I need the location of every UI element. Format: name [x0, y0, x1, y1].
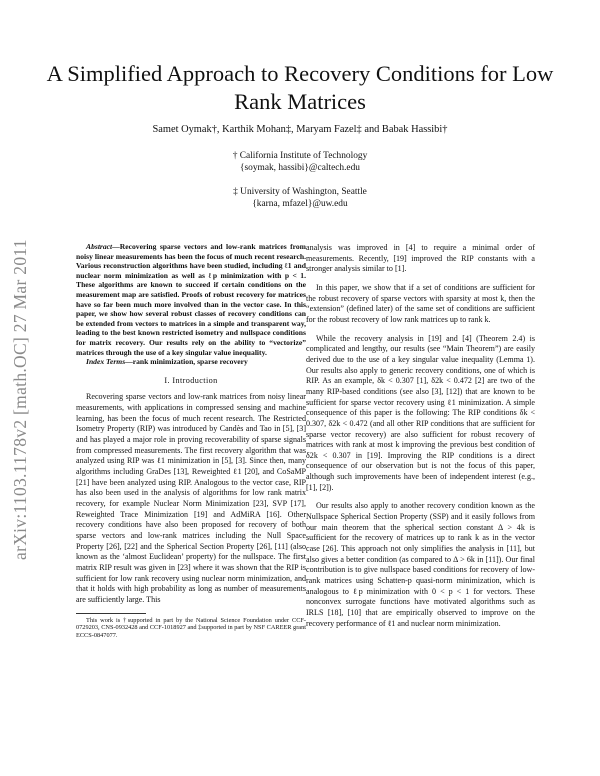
intro-paragraph: Recovering sparse vectors and low-rank matrices from noisy linear measurements, with applications in compressed sensing and machine learning, has been the focus of much recent research. The Restricted Isometry Property (RIP) was introduced by Candès and Tao in [5], [3] and has played a major role in proving recoverability of sparse signals from compressed measurements. The first recovery algorithm that was analyzed using RIP was ℓ1 minimization in [5], [3]. Since then, many algorithms including GraDes [13], Reweighted ℓ1 [20], and CoSaMP [21] have been analyzed using RIP. Analogous to the vector case, RIP has also been used in the analysis of algorithms for low rank matrix recovery, for example Nuclear Norm Minimization [23], SVP [17], Reweighted Trace Minimization [19] and AdMiRA [16]. Other recovery conditions have also been proposed for recovery of both sparse vectors and low-rank matrices including the Null Space Property [26], [22] and the Spherical Section Property [26], [11] (also known as the ‘almost Euclidean’ property) for the nullspace. The first matrix RIP result was given in [23] where it was shown that the RIP is sufficient for low rank recovery using nuclear norm minimization, and that it holds with high probability as long as number of measurements are sufficiently large. This: [76, 392, 306, 604]
abstract-text: —Recovering sparse vectors and low-rank matrices from noisy linear measurements has been the focus of much recent research. Various reconstruction algorithms have been studied, including ℓ1 and nuclear norm minimization as well as ℓp minimization with p < 1. These algorithms are known to succeed if certain conditions on the measurement map are satisfied. Proofs of robust recovery for matrices have so far been much more involved than in the vector case. In this paper, we show how several robust classes of recovery conditions can be extended from vectors to matrices in a simple and transparent way, leading to the best known restricted isometry and nullspace conditions for matrix recovery. Our results rely on the ability to “vectorize” matrices through the use of a key singular value inequality.: [76, 242, 306, 357]
affiliation-name: † California Institute of Technology: [232, 151, 368, 161]
footnote-rule: [76, 613, 146, 614]
author-list: Samet Oymak†, Karthik Mohan‡, Maryam Fazel‡ and Babak Hassibi†: [152, 124, 448, 135]
section-heading: I. Introduction: [164, 375, 218, 385]
index-terms: [76, 357, 306, 367]
body-paragraph: In this paper, we show that if a set of conditions are sufficient for the robust recovery of sparse vectors with sparsity at most k, then the “extension” (defined later) of the same set of conditions are sufficient for the robust recovery of low rank matrices up to rank k.: [306, 282, 535, 324]
arxiv-stamp: [10, 180, 32, 560]
abstract-lead: Abstract: [86, 242, 113, 251]
affiliation-uw: [40, 186, 560, 210]
left-column: [76, 242, 306, 640]
affiliation-name: ‡ University of Washington, Seattle: [233, 187, 367, 197]
footnote: This work is †supported in part by the National Science Foundation under CCF-0729203, CNS-0932428 and CCF-1018927 and ‡supported in part by NSF CAREER grant ECCS-0847077.: [76, 616, 306, 639]
body-paragraph: Our results also apply to another recovery condition known as the Nullspace Spherical Section Property (SSP) and it easily follows from our main theorem that the spherical section constant Δ > 4k is sufficient for the recovery of matrices up to rank k as in the vector case [26]. This approach not only simplifies the analysis in [11], but also gives a better condition (as compared to Δ > 6k in [11]). Our final contribution is to give nullspace based conditions for recovery of low-rank matrices using Schatten-p quasi-norm minimization, which is analogous to ℓp minimization with 0 < p < 1 for vectors. These nonconvex surrogate functions have motivated algorithms such as IRLS [18], [10] that are empirically observed to improve on the recovery performance of ℓ1 and nuclear norm minimization.: [306, 501, 535, 628]
index-terms-text: —rank minimization, sparse recovery: [125, 357, 248, 367]
affiliation-emails: {soymak, hassibi}@caltech.edu: [240, 163, 360, 173]
affiliation-caltech: [40, 150, 560, 174]
body-paragraph: analysis was improved in [4] to require a minimal order of measurements. Recently, [19] improved the RIP constants with a stronger analysis similar to [1].: [306, 243, 535, 274]
body-paragraph: While the recovery analysis in [19] and [4] (Theorem 2.4) is complicated and lengthy, our results (see “Main Theorem”) are easily derived due to the use of a key singular value inequality (Lemma 1). Our results also apply to generic recovery conditions, one of which is RIP. As an example, δk < 0.307 [1], δ2k < 0.472 [2] are two of the many RIP-based conditions (see also [3], [12]) that are known to be sufficient for sparse vector recovery using ℓ1 minimization. A simple consequence of this paper is the following: The RIP conditions δk < 0.307, δ2k < 0.472 (and all other RIP conditions that are sufficient for sparse vector recovery) are also sufficient for robust recovery of matrices with rank at most k improving the previous best condition of δ2k < 0.307 in [19]. Improving the RIP conditions is a direct consequence of our observation but is not the focus of this paper, although such improvements have been of independent interest (e.g., [1], [2]).: [306, 333, 535, 492]
affiliation-emails: {karna, mfazel}@uw.edu: [252, 199, 348, 209]
abstract: [76, 242, 306, 357]
paper-title: A Simplified Approach to Recovery Conditions for Low Rank Matrices: [46, 61, 554, 114]
right-column: [306, 243, 535, 629]
arxiv-stamp-text: arXiv:1103.1178v2 [math.OC] 27 Mar 2011: [10, 239, 30, 560]
index-terms-lead: Index Terms: [86, 357, 126, 367]
